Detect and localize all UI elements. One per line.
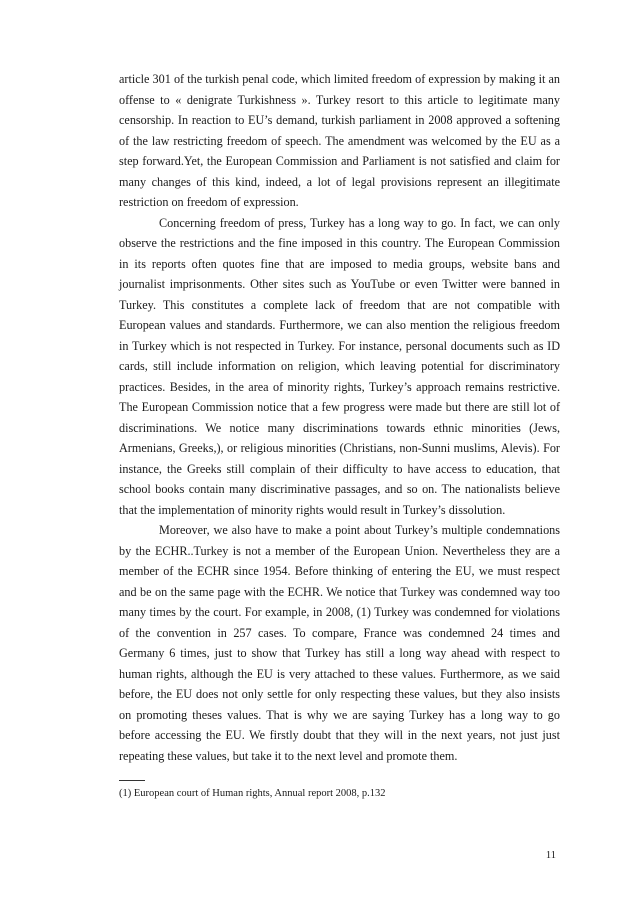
body-text — [119, 69, 560, 766]
footnote-separator — [119, 780, 145, 781]
footnote: (1) European court of Human rights, Annual report 2008, p.132 — [119, 788, 386, 799]
paragraph-echr-condemnations: Moreover, we also have to make a point about Turkey’s multiple condemnations by the ECHR..Turkey is not a member of the European Union. Nevertheless they are a member of the ECHR since 1954. Before thinking of entering the EU, we must respect and be on the same page with the ECHR. We notice that Turkey was condemned way too many times by the court. For example, in 2008, (1) Turkey was condemned for violations of the convention in 257 cases. To compare, France was condemned 24 times and Germany 6 times, just to show that Turkey has still a long way ahead with respect to human rights, although the EU is very attached to these values. Furthermore, as we said before, the EU does not only settle for only respecting these values, but they also insists on promoting theses values. That is why we are saying Turkey has a long way to go before accessing the EU. We firstly doubt that they will in the next years, not just just repeating these values, but take it to the next level and promote them. — [119, 523, 560, 763]
paragraph-article-301: article 301 of the turkish penal code, which limited freedom of expression by making it an offense to « denigrate Turkishness ». Turkey resort to this article to legitimate many censorship. In reaction to EU’s demand, turkish parliament in 2008 approved a softening of the law restricting freedom of speech. The amendment was welcomed by the EU as a step forward.Yet, the European Commission and Parliament is not satisfied and claim for many changes of this kind, indeed, a lot of legal provisions represent an illegitimate restriction on freedom of expression. — [119, 72, 560, 209]
paragraph-freedom-of-press: Concerning freedom of press, Turkey has a long way to go. In fact, we can only observe the restrictions and the fine imposed in this country. The European Commission in its reports often quotes fine that are imposed to media groups, website bans and journalist imprisonments. Other sites such as YouTube or even Twitter were banned in Turkey. This constitutes a complete lack of freedom that are not compatible with European values and standards. Furthermore, we can also mention the religious freedom in Turkey which is not respected in Turkey. For instance, personal documents such as ID cards, still include information on religion, which leaving potential for discriminatory practices. Besides, in the area of minority rights, Turkey’s approach remains restrictive. The European Commission notice that a few progress were made but there are still lot of discriminations. We notice many discriminations towards ethnic minorities (Jews, Armenians, Greeks,), or religious minorities (Christians, non-Sunni muslims, Alevis). For instance, the Greeks still complain of their difficulty to have access to education, that school books contain many discriminative passages, and so on. The nationalists believe that the implementation of minority rights would result in Turkey’s dissolution. — [119, 215, 560, 517]
page-number: 11 — [545, 850, 556, 861]
